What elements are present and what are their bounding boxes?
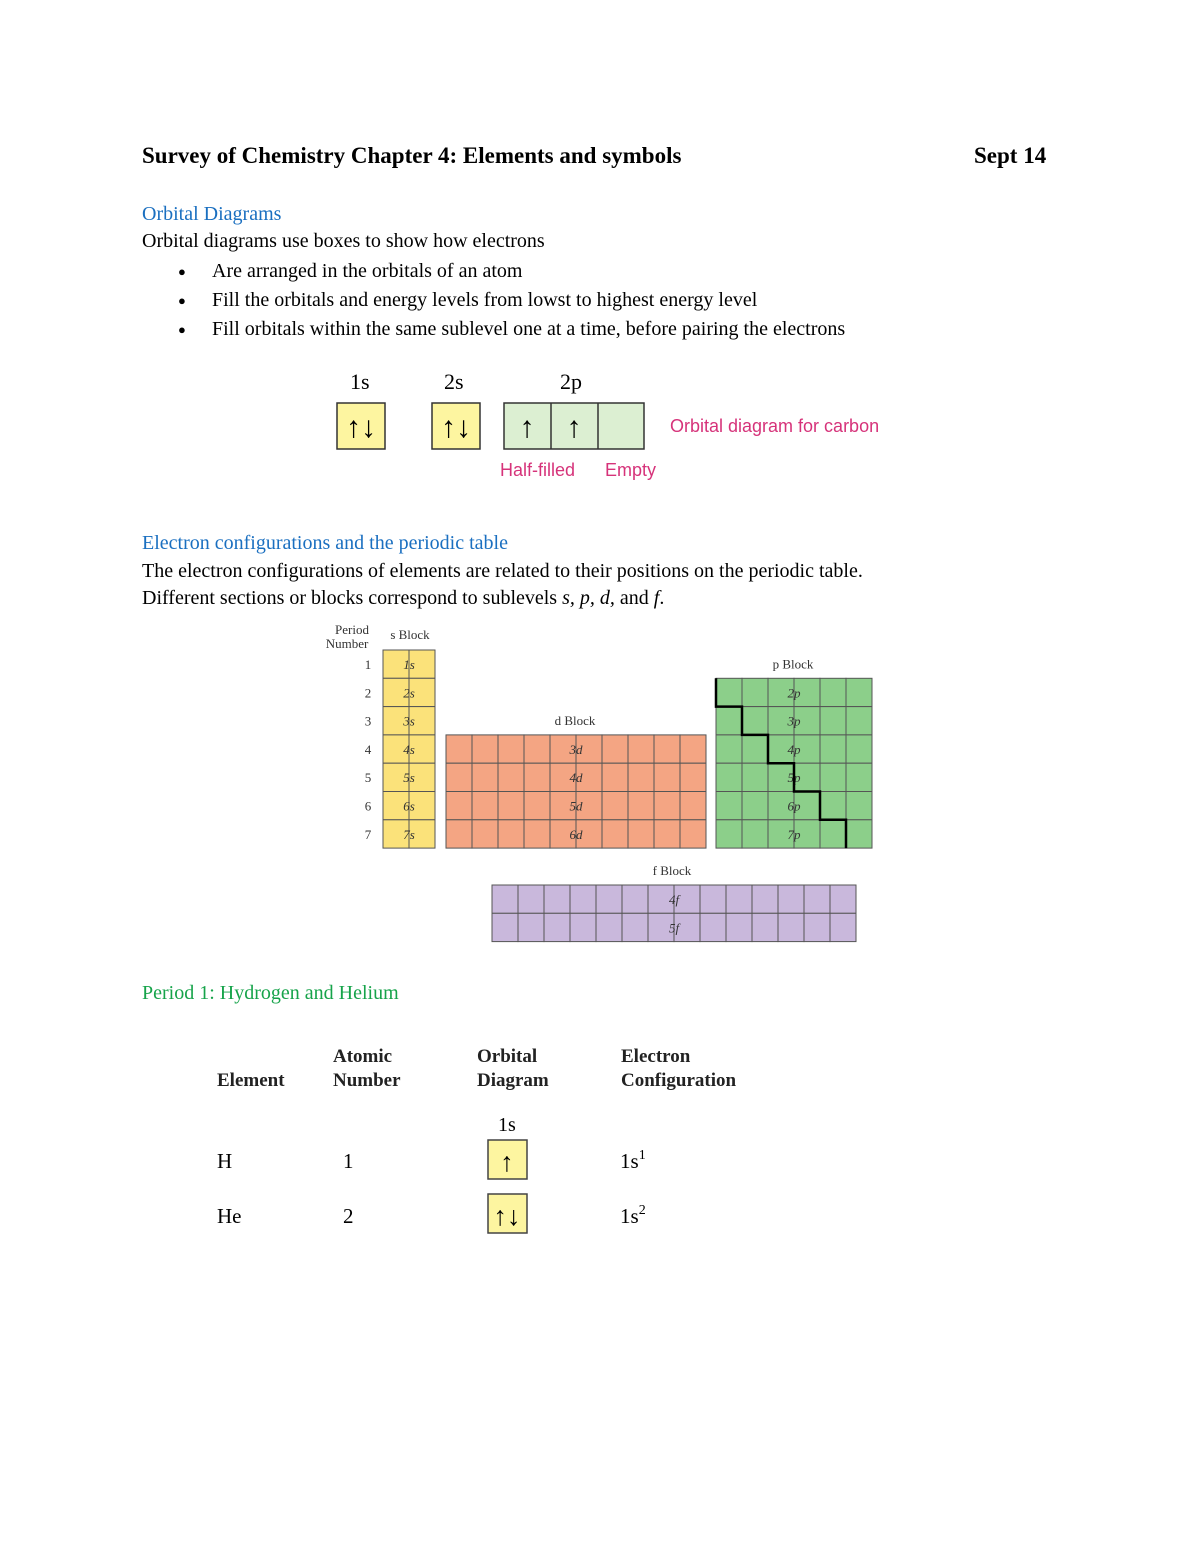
d-block-cell <box>654 763 680 791</box>
period-number: 2 <box>364 685 372 701</box>
p-block-cell <box>716 735 742 763</box>
d-block-cell <box>524 820 550 848</box>
s-block-label: s Block <box>390 627 430 642</box>
p-block-cell <box>846 820 872 848</box>
f-block-cell <box>700 885 726 913</box>
s-label: 6s <box>403 798 415 814</box>
label-2s: 2s <box>444 369 464 394</box>
p-block-cell <box>742 820 768 848</box>
d-block-cell <box>446 792 472 820</box>
arrow-up-2p-b: ↑ <box>566 411 582 444</box>
d-block-cell <box>498 820 524 848</box>
s-label: 2s <box>403 685 415 701</box>
empty-label: Empty <box>605 460 657 480</box>
f-block-cell <box>518 885 544 913</box>
config-he <box>620 1203 646 1228</box>
d-block-cell <box>602 735 628 763</box>
f-block-cell <box>726 913 752 941</box>
s-label: 7s <box>403 826 415 842</box>
p-label: 6p <box>787 798 801 814</box>
sublevel-label: 1s <box>498 1114 516 1136</box>
d-block-cell <box>654 735 680 763</box>
f-block-cell <box>778 913 804 941</box>
d-block-label: d Block <box>554 712 596 728</box>
config-he-exp: 2 <box>638 1203 646 1218</box>
f-block-cell <box>596 885 622 913</box>
config-line-2-end: . <box>659 587 665 609</box>
p-block-cell <box>742 792 768 820</box>
atomic-number-he: 2 <box>343 1204 354 1228</box>
bullet-item: ● Are arranged in the orbitals of an atom <box>178 257 845 286</box>
f-block-cell <box>544 913 570 941</box>
config-h-base: 1s <box>620 1149 639 1173</box>
d-block-cell <box>524 792 550 820</box>
bullet-item: ● Fill orbitals within the same sublevel one at a time, before pairing the electrons <box>178 315 845 344</box>
s-label: 3s <box>403 713 415 729</box>
d-block-cell <box>498 763 524 791</box>
half-filled-label: Half-filled <box>500 460 576 480</box>
d-block-cell <box>628 763 654 791</box>
p-block-cell <box>846 735 872 763</box>
s-label: 5s <box>403 770 415 786</box>
s-label: 4s <box>403 741 415 757</box>
col-header-element: Element <box>217 1070 285 1091</box>
f-block-cell <box>492 913 518 941</box>
col-header-atomic-1: Atomic <box>333 1046 393 1067</box>
p-label: 7p <box>787 826 801 842</box>
f-block-cell <box>804 885 830 913</box>
orbital-bullet-list <box>178 257 845 344</box>
p-block-cell <box>820 707 846 735</box>
p-block-cell <box>820 763 846 791</box>
d-block-cell <box>628 820 654 848</box>
p-block-cell <box>846 678 872 706</box>
f-block-cell <box>778 885 804 913</box>
d-label: 3d <box>569 741 583 757</box>
f-block-cell <box>752 885 778 913</box>
d-block-cell <box>524 735 550 763</box>
atomic-number-h: 1 <box>343 1149 354 1173</box>
s-label: 1s <box>403 657 415 672</box>
col-header-config-2: Configuration <box>621 1070 737 1091</box>
f-block-cell <box>726 885 752 913</box>
d-label: 4d <box>569 770 583 786</box>
d-block-cell <box>680 735 706 763</box>
label-1s: 1s <box>350 369 370 394</box>
d-block-cell <box>680 792 706 820</box>
col-header-config-1: Electron <box>621 1046 691 1067</box>
col-header-orbital-1: Orbital <box>477 1046 538 1067</box>
col-header-atomic-2: Number <box>333 1070 401 1091</box>
f-block-cell <box>570 885 596 913</box>
p-block-cell <box>846 792 872 820</box>
d-block-cell <box>628 735 654 763</box>
arrow-h: ↑ <box>500 1147 514 1177</box>
f-block-cell <box>700 913 726 941</box>
d-label: 6d <box>569 826 583 842</box>
element-h: H <box>217 1149 233 1173</box>
f-block-label: f Block <box>652 863 692 878</box>
p-label: 5p <box>787 770 801 786</box>
p-block-cell <box>716 763 742 791</box>
config-line-2-f: f <box>653 587 660 609</box>
arrow-pair-2s: ↑↓ <box>441 411 471 444</box>
p-label: 4p <box>787 741 801 757</box>
period-number: 4 <box>364 741 372 757</box>
period-number: 5 <box>364 770 372 786</box>
bullet-item: ● Fill the orbitals and energy levels from lowst to highest energy level <box>178 286 845 315</box>
col-header-orbital-2: Diagram <box>477 1070 549 1091</box>
f-block-cell <box>622 885 648 913</box>
period-number: 1 <box>364 657 372 672</box>
arrow-pair-he: ↑↓ <box>493 1201 521 1231</box>
p-block-cell <box>820 735 846 763</box>
config-line-2 <box>142 587 664 610</box>
f-block-cell <box>596 913 622 941</box>
arrow-up-2p-a: ↑ <box>519 411 535 444</box>
period-number: 6 <box>364 798 372 814</box>
d-block-cell <box>680 820 706 848</box>
p-block-cell <box>716 707 742 735</box>
d-block-cell <box>446 763 472 791</box>
config-line-1: The electron configurations of elements are related to their positions on the periodic table. <box>142 560 863 582</box>
f-block-cell <box>804 913 830 941</box>
d-block-cell <box>472 763 498 791</box>
carbon-orbital-figure <box>330 365 930 500</box>
d-block-cell <box>498 792 524 820</box>
p-block-cell <box>846 707 872 735</box>
f-label: 4f <box>668 892 680 907</box>
d-label: 5d <box>569 798 583 814</box>
config-he-base: 1s <box>620 1204 639 1228</box>
p-block-cell <box>716 792 742 820</box>
period-label-1: Period <box>335 622 369 637</box>
f-block-cell <box>518 913 544 941</box>
d-block-cell <box>498 735 524 763</box>
p-block-cell <box>742 735 768 763</box>
orbital-diagrams-heading: Orbital Diagrams <box>142 203 282 225</box>
f-label: 5f <box>668 920 680 936</box>
f-block-cell <box>752 913 778 941</box>
f-block-cell <box>830 885 856 913</box>
p-block-cell <box>742 707 768 735</box>
p-block-cell <box>716 820 742 848</box>
d-block-cell <box>628 792 654 820</box>
d-block-cell <box>602 763 628 791</box>
f-block-cell <box>492 885 518 913</box>
config-h-exp: 1 <box>638 1148 646 1163</box>
config-h <box>620 1148 646 1173</box>
period1-heading: Period 1: Hydrogen and Helium <box>142 982 399 1004</box>
d-block-cell <box>524 763 550 791</box>
p-block-cell <box>742 763 768 791</box>
p-block-cell <box>742 678 768 706</box>
f-block-cell <box>622 913 648 941</box>
d-block-cell <box>472 792 498 820</box>
p-block-cell <box>820 820 846 848</box>
f-block-cell <box>544 885 570 913</box>
f-block-cell <box>830 913 856 941</box>
d-block-cell <box>602 792 628 820</box>
periodic-table-figure <box>300 615 900 955</box>
carbon-caption: Orbital diagram for carbon <box>670 416 880 436</box>
d-block-cell <box>472 820 498 848</box>
orbital-intro-text: Orbital diagrams use boxes to show how electrons <box>142 230 545 252</box>
d-block-cell <box>680 763 706 791</box>
config-heading: Electron configurations and the periodic table <box>142 532 508 554</box>
config-line-2-and: and <box>614 587 654 609</box>
d-block-cell <box>654 820 680 848</box>
period-label-2: Number <box>325 636 369 651</box>
d-block-cell <box>472 735 498 763</box>
label-2p: 2p <box>560 369 582 394</box>
f-block-cell <box>570 913 596 941</box>
p-block-label: p Block <box>772 656 814 672</box>
period-number: 3 <box>364 713 372 729</box>
period1-table <box>210 1035 810 1250</box>
p-label: 2p <box>787 685 801 701</box>
d-block-cell <box>602 820 628 848</box>
p-block-cell <box>846 763 872 791</box>
d-block-cell <box>446 820 472 848</box>
document-title: Survey of Chemistry Chapter 4: Elements and symbols <box>142 143 682 168</box>
element-he: He <box>217 1204 242 1228</box>
arrow-pair-1s: ↑↓ <box>346 411 376 444</box>
document-date: Sept 14 <box>974 143 1047 168</box>
config-line-2-prefix: Different sections or blocks correspond to sublevels <box>142 587 563 609</box>
d-block-cell <box>446 735 472 763</box>
p-label: 3p <box>787 713 801 729</box>
p-block-cell <box>820 792 846 820</box>
p-block-cell <box>820 678 846 706</box>
p-block-cell <box>716 678 742 706</box>
d-block-cell <box>654 792 680 820</box>
period-number: 7 <box>364 826 372 842</box>
config-line-2-letters: s, p, d, <box>562 587 615 609</box>
